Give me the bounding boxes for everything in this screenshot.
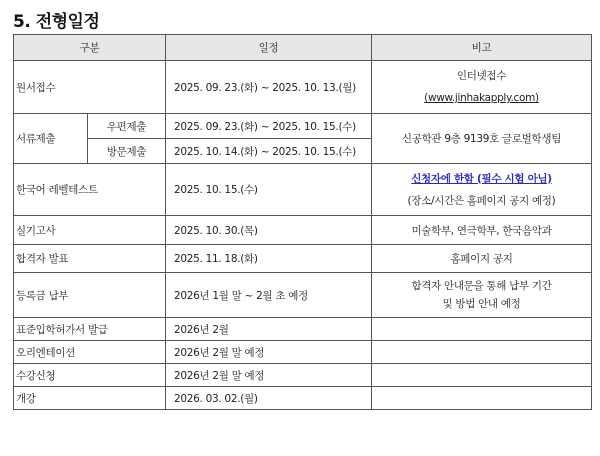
row-note-empty: [372, 387, 592, 410]
schedule-table: [13, 34, 592, 410]
table-row: [14, 387, 592, 410]
row-schedule: 2025. 09. 23.(화) ~ 2025. 10. 15.(수): [166, 114, 372, 139]
row-schedule: 2026년 2월 말 예정: [166, 364, 372, 387]
table-row: [14, 364, 592, 387]
row-label: 합격자 발표: [14, 245, 166, 273]
row-sublabel: 우편제출: [88, 114, 166, 139]
row-label: 원서접수: [14, 61, 166, 114]
header-note: 비고: [372, 35, 592, 61]
row-label: 등록금 납부: [14, 273, 166, 318]
row-note: 신공학관 9층 9139호 글로벌학생팀: [372, 114, 592, 164]
note-emphasis: 신청자에 한함 (필수 시험 아님): [411, 172, 552, 185]
header-schedule: 일정: [166, 35, 372, 61]
row-note: [372, 61, 592, 114]
row-label: 서류제출: [14, 114, 88, 164]
row-schedule: 2025. 11. 18.(화): [166, 245, 372, 273]
table-row: [14, 245, 592, 273]
note-line: (장소/시간은 홈페이지 공지 예정): [407, 194, 556, 207]
row-note: [372, 273, 592, 318]
row-schedule: 2025. 10. 14.(화) ~ 2025. 10. 15.(수): [166, 139, 372, 164]
table-row: [14, 61, 592, 114]
section-title: 5. 전형일정: [13, 12, 100, 32]
row-label: 실기고사: [14, 216, 166, 245]
apply-site-link[interactable]: (www.jinhakapply.com): [424, 92, 539, 104]
table-row: [14, 318, 592, 341]
row-note: 홈페이지 공지: [372, 245, 592, 273]
header-row: [14, 35, 592, 61]
row-label: 수강신청: [14, 364, 166, 387]
row-schedule: 2025. 10. 15.(수): [166, 164, 372, 216]
table-row: [14, 216, 592, 245]
row-note-empty: [372, 341, 592, 364]
row-schedule: 2026년 2월 말 예정: [166, 341, 372, 364]
note-line: 및 방법 안내 예정: [442, 298, 521, 310]
row-schedule: 2026년 1월 말 ~ 2월 초 예정: [166, 273, 372, 318]
row-label: 개강: [14, 387, 166, 410]
row-label: 표준입학허가서 발급: [14, 318, 166, 341]
table-row: [14, 341, 592, 364]
row-note: [372, 164, 592, 216]
note-line: 합격자 안내문을 통해 납부 기간: [411, 280, 552, 292]
row-schedule: 2025. 10. 30.(목): [166, 216, 372, 245]
row-label: 한국어 레벨테스트: [14, 164, 166, 216]
row-note-empty: [372, 318, 592, 341]
row-label: 오리엔테이션: [14, 341, 166, 364]
row-schedule: 2025. 09. 23.(화) ~ 2025. 10. 13.(월): [166, 61, 372, 114]
header-category: 구분: [14, 35, 166, 61]
row-schedule: 2026년 2월: [166, 318, 372, 341]
table-row: [14, 164, 592, 216]
row-sublabel: 방문제출: [88, 139, 166, 164]
table-row: [14, 114, 592, 139]
row-note: 미술학부, 연극학부, 한국음악과: [372, 216, 592, 245]
table-row: [14, 273, 592, 318]
note-line: 인터넷접수: [456, 70, 507, 82]
row-note-empty: [372, 364, 592, 387]
row-schedule: 2026. 03. 02.(월): [166, 387, 372, 410]
